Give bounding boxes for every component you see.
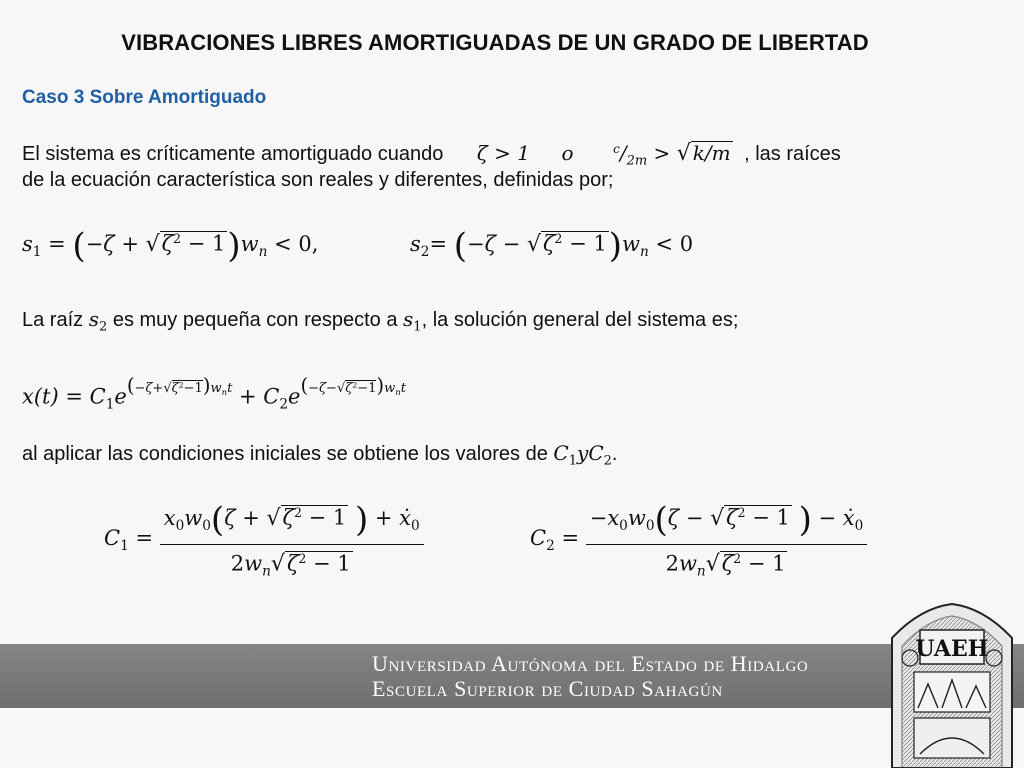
university-name: Universidad Autónoma del Estado de Hidalgo xyxy=(372,651,809,676)
paragraph-3-text: al aplicar las condiciones iniciales se obtiene los valores de xyxy=(22,443,548,465)
c1-equation: $C_1$ = $\frac{x_0w_0(\zeta + √\zeta^2 - 1 ) + ẋ_0}{2w_n√\zeta^2 - 1}$ xyxy=(104,500,424,579)
university-seal-logo xyxy=(880,598,1024,768)
c2-equation: $C_2$ = $\frac{-x_0w_0(\zeta - √\zeta^2 - 1 ) - ẋ_0}{2w_n√\zeta^2 - 1}$ xyxy=(530,500,867,579)
condition-zeta: ζ > 1 xyxy=(476,141,530,166)
paragraph-1-tail: , las raíces xyxy=(744,143,841,166)
root-s1-equation: $s_1 = (-\zeta + √\zeta^2 - 1)w_n < 0$, xyxy=(22,226,319,266)
general-solution-equation: $x(t) = C_1e^{(-\zeta+√\zeta^2-1)w_nt} + C_2e^{(-\zeta-√\zeta^2-1)w_nt}$ xyxy=(22,374,406,413)
slide-subtitle: Caso 3 Sobre Amortiguado xyxy=(22,87,267,108)
paragraph-2 xyxy=(22,304,738,343)
paragraph-1-text: El sistema es críticamente amortiguado cuando xyxy=(22,143,444,166)
root-s2-equation: $s_2= (-\zeta - √\zeta^2 - 1)w_n < 0$ xyxy=(410,226,694,266)
or-word: o xyxy=(561,141,574,166)
s1-symbol: $s_1$ xyxy=(403,307,422,335)
c2-fraction: $\frac{-x_0w_0(\zeta - √\zeta^2 - 1 ) - ẋ_0}{2w_n√\zeta^2 - 1}$ xyxy=(586,500,868,579)
slide-title: VIBRACIONES LIBRES AMORTIGUADAS DE UN GRADO DE LIBERTAD xyxy=(121,30,869,55)
paragraph-2-text-a: La raíz xyxy=(22,309,84,331)
paragraph-1-line-2: de la ecuación característica son reales y diferentes, definidas por; xyxy=(22,169,614,191)
seal-monogram: UAEH xyxy=(915,636,989,662)
paragraph-3-end: . xyxy=(611,443,618,465)
paragraph-2-text-c: , la solución general del sistema es; xyxy=(421,309,739,331)
school-name: Escuela Superior de Ciudad Sahagún xyxy=(372,676,723,701)
s2-symbol: $s_2$ xyxy=(88,307,108,335)
paragraph-2-text-b: es muy pequeña con respecto a xyxy=(112,309,398,331)
c1-y-c2-symbols: $C_1yC_2$ xyxy=(553,441,612,469)
condition-c-over-2m: $^c/_{2m}$ > √ k/m xyxy=(613,141,731,169)
paragraph-3 xyxy=(22,438,617,477)
c1-fraction: $\frac{x_0w_0(\zeta + √\zeta^2 - 1 ) + ẋ_0}{2w_n√\zeta^2 - 1}$ xyxy=(160,500,424,579)
